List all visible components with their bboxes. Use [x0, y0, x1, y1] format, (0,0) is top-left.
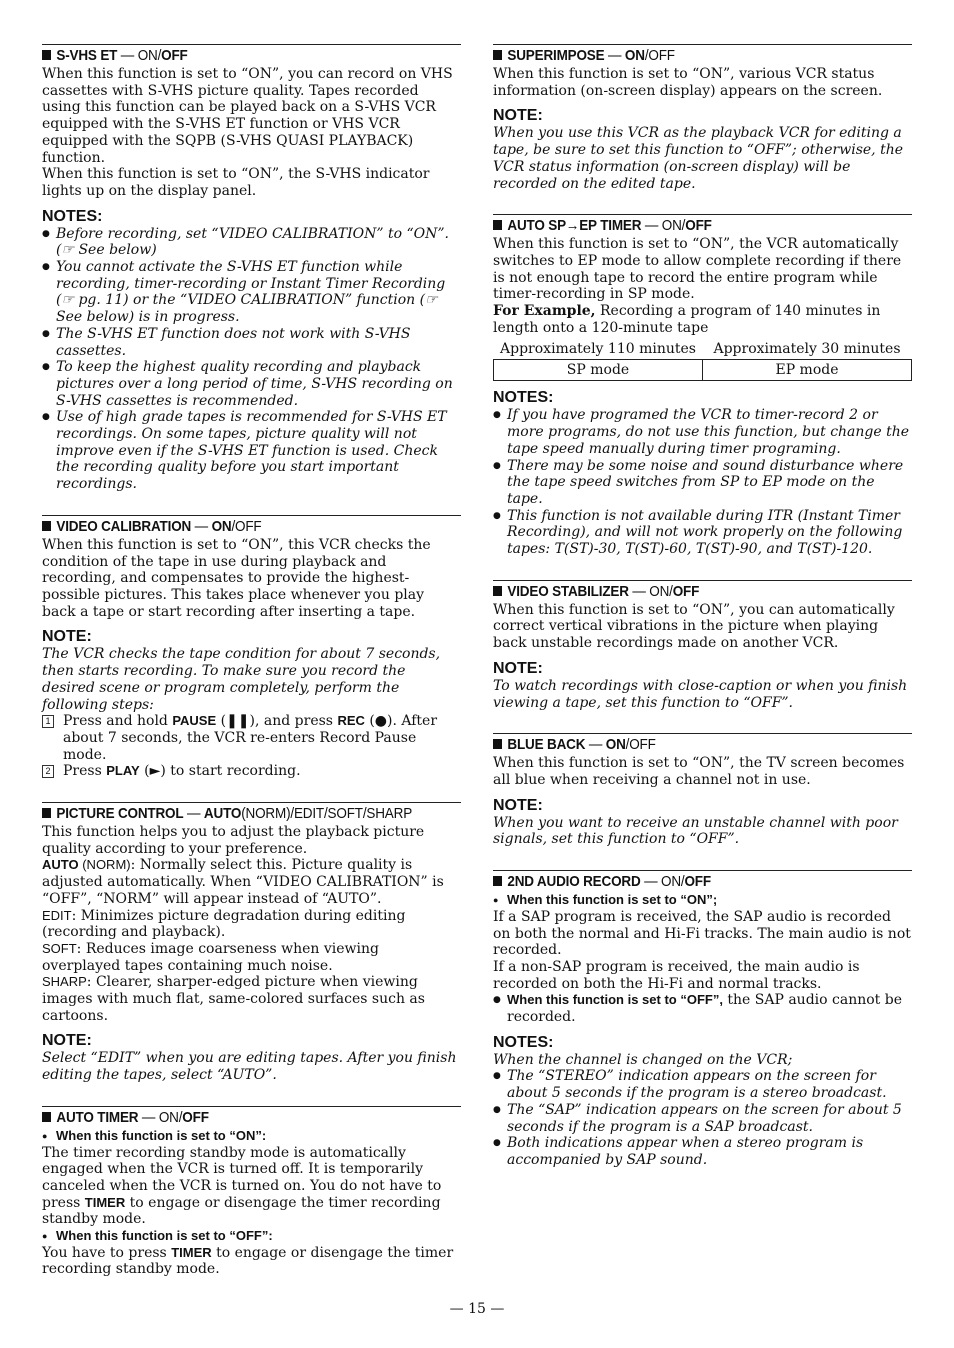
- right-column: [493, 44, 912, 1191]
- section-video-stabilizer: [493, 580, 912, 712]
- body-text: If a non-SAP program is received, the main audio is recorded on both the Hi-Fi and normal tracks.: [493, 958, 860, 992]
- off-line: ● When this function is set to “OFF”, the SAP audio cannot be recorded.: [493, 992, 912, 1025]
- left-column: [42, 44, 461, 1300]
- table-cell: Approximately 30 minutes: [713, 341, 901, 358]
- soft-option-text: SOFT: Reduces image coarseness when viewing overplayed tapes containing much noise.: [42, 940, 379, 974]
- section-heading: VIDEO CALIBRATION — ON/OFF: [42, 517, 419, 537]
- body-text: The timer recording standby mode is automatically engaged when the VCR is turned off. It is temporarily canceled when the VCR is turned on. You do not have to press TIMER to engage or disengage the timer recording standby mode.: [42, 1144, 442, 1228]
- section-heading: BLUE BACK — ON/OFF: [493, 735, 870, 755]
- section-heading: 2ND AUDIO RECORD — ON/OFF: [493, 872, 870, 892]
- note-item: ● Before recording, set “VIDEO CALIBRATION” to “ON”. (☞ See below): [42, 226, 461, 259]
- on-heading: ● When this function is set to “ON”:: [42, 1128, 461, 1145]
- auto-option-text: AUTO (NORM): Normally select this. Picture quality is adjusted automatically. When “VIDEO CALIBRATION” is “OFF”, “NORM” will appear instead of “AUTO”.: [42, 857, 444, 907]
- section-heading: VIDEO STABILIZER — ON/OFF: [493, 582, 870, 602]
- page-number: — 15 —: [449, 1301, 505, 1317]
- body-text: This function helps you to adjust the playback picture quality according to your preference.: [42, 824, 425, 857]
- note-item: ● The “STEREO” indication appears on the screen for about 5 seconds if the program is a stereo broadcast.: [493, 1068, 912, 1101]
- body-text: When this function is set to “ON”, you can automatically correct vertical vibrations in the picture when playing back unstable recordings made on another VCR.: [493, 601, 895, 652]
- section-video-calibration: [42, 515, 461, 780]
- note-text: When you want to receive an unstable channel with poor signals, set this function to “OFF”.: [493, 814, 898, 848]
- note-text: The VCR checks the tape condition for about 7 seconds, then starts recording. To make sure you record the desired scene or program completely, perform the following steps:: [42, 646, 441, 713]
- body-text: When this function is set to “ON”, this VCR checks the condition of the tape in use during playback and recording, and compensates to provide the highest-possible pictures. This takes place whenever you play back a tape or start recording after inserting a tape.: [42, 536, 431, 620]
- section-heading: AUTO SP→EP TIMER — ON/OFF: [493, 216, 870, 236]
- notes-heading: NOTES:: [493, 1033, 554, 1051]
- body-text: When this function is set to “ON”, the VCR automatically switches to EP mode to allow complete recording if there is not enough tape to record the entire program while timer-recording in SP mode.: [493, 236, 902, 303]
- note-item: ● The “SAP” indication appears on the screen for about 5 seconds if the program is a SAP broadcast.: [493, 1102, 912, 1135]
- table-cell: EP mode: [703, 360, 912, 381]
- note-item: ● Both indications appear when a stereo program is accompanied by SAP sound.: [493, 1135, 912, 1168]
- square-bullet-icon: [42, 521, 51, 531]
- section-picture-control: [42, 802, 461, 1084]
- note-item: ● Use of high grade tapes is recommended for S-VHS ET recordings. On some tapes, picture quality will not improve even if the S-VHS ET function is used. Check the recording quality before you start important recordings.: [42, 409, 461, 493]
- section-heading: PICTURE CONTROL — AUTO(NORM)/EDIT/SOFT/SHARP: [42, 804, 419, 824]
- body-text: When this function is set to “ON”, various VCR status information (on-screen display) appears on the screen.: [493, 66, 883, 99]
- example-text: For Example, Recording a program of 140 minutes in length onto a 120-minute tape: [493, 303, 881, 336]
- body-text: When this function is set to “ON”, the TV screen becomes all blue when receiving a channel not in use.: [493, 755, 905, 788]
- body-text: You have to press TIMER to engage or disengage the timer recording standby mode.: [42, 1244, 454, 1278]
- section-blue-back: [493, 733, 912, 848]
- notes-intro: When the channel is changed on the VCR;: [493, 1051, 793, 1068]
- square-bullet-icon: [493, 586, 502, 596]
- body-text: If a SAP program is received, the SAP audio is recorded on both the normal and Hi-Fi tracks. The main audio is not recorded.: [493, 908, 911, 959]
- step-2: 2 Press PLAY (►) to start recording.: [42, 763, 461, 780]
- section-heading: S-VHS ET — ON/OFF: [42, 46, 419, 66]
- square-bullet-icon: [42, 50, 51, 60]
- square-bullet-icon: [42, 808, 51, 818]
- note-text: When you use this VCR as the playback VCR for editing a tape, be sure to set this function to “OFF”; otherwise, the VCR status information (on-screen display) will be recorded on the edited tape.: [493, 125, 904, 192]
- note-text: To watch recordings with close-caption or when you finish viewing a tape, set this function to “OFF”.: [493, 677, 908, 711]
- off-heading: ● When this function is set to “OFF”:: [42, 1228, 461, 1245]
- step-1: 1 Press and hold PAUSE (❚❚), and press REC (●). After about 7 seconds, the VCR re-enters Record Pause mode.: [42, 713, 461, 763]
- square-bullet-icon: [493, 220, 502, 230]
- step-number-icon: 2: [42, 765, 54, 778]
- edit-option-text: EDIT: Minimizes picture degradation during editing (recording and playback).: [42, 907, 406, 941]
- section-svhs-et: [42, 44, 461, 493]
- section-2nd-audio-record: [493, 870, 912, 1169]
- sharp-option-text: SHARP: Clearer, sharper-edged picture when viewing images with much flat, same-colored surfaces such as cartoons.: [42, 974, 425, 1024]
- note-heading: NOTE:: [493, 659, 543, 677]
- note-item: ● You cannot activate the S-VHS ET function while recording, timer-recording or Instant Timer Recording (☞ pg. 11) or the “VIDEO CALIBRATION” function (☞ See below) is in progress.: [42, 259, 461, 326]
- note-item: ● This function is not available during ITR (Instant Timer Recording), and will not work properly on the following tapes: T(ST)-30, T(ST)-60, T(ST)-90, and T(ST)-120.: [493, 508, 912, 558]
- section-heading: AUTO TIMER — ON/OFF: [42, 1108, 419, 1128]
- note-heading: NOTE:: [493, 796, 543, 814]
- table-cell: Approximately 110 minutes: [500, 341, 696, 358]
- notes-heading: NOTES:: [493, 389, 554, 407]
- note-heading: NOTE:: [493, 107, 543, 125]
- section-superimpose: [493, 44, 912, 192]
- section-auto-sp-ep-timer: [493, 214, 912, 558]
- square-bullet-icon: [493, 739, 502, 749]
- body-text: When this function is set to “ON”, the S-VHS indicator lights up on the display panel.: [42, 166, 430, 199]
- section-heading: SUPERIMPOSE — ON/OFF: [493, 46, 870, 66]
- square-bullet-icon: [493, 876, 502, 886]
- tape-mode-table: [493, 339, 912, 381]
- note-heading: NOTE:: [42, 1032, 92, 1050]
- square-bullet-icon: [42, 1112, 51, 1122]
- note-item: ● There may be some noise and sound disturbance where the tape speed switches from SP to EP mode on the tape.: [493, 458, 912, 508]
- note-item: ● The S-VHS ET function does not work with S-VHS cassettes.: [42, 326, 461, 359]
- note-heading: NOTE:: [42, 628, 92, 646]
- section-auto-timer: [42, 1106, 461, 1278]
- notes-heading: NOTES:: [42, 207, 103, 225]
- body-text: When this function is set to “ON”, you can record on VHS cassettes with S-VHS picture quality. Tapes recorded using this function can be played back on a S-VHS VCR equipped with the S-VHS ET function or VHS VCR equipped with the SQPB (S-VHS QUASI PLAYBACK) function.: [42, 66, 453, 166]
- step-number-icon: 1: [42, 715, 54, 728]
- on-heading: ● When this function is set to “ON”;: [493, 892, 912, 909]
- table-cell: SP mode: [494, 360, 703, 381]
- square-bullet-icon: [493, 50, 502, 60]
- note-item: ● If you have programed the VCR to timer-record 2 or more programs, do not use this function, but change the tape speed manually during timer programing.: [493, 407, 912, 457]
- note-text: Select “EDIT” when you are editing tapes. After you finish editing the tapes, select “AUTO”.: [42, 1050, 457, 1084]
- note-item: ● To keep the highest quality recording and playback pictures over a long period of time, S-VHS recording on S-VHS cassettes is recommended.: [42, 359, 461, 409]
